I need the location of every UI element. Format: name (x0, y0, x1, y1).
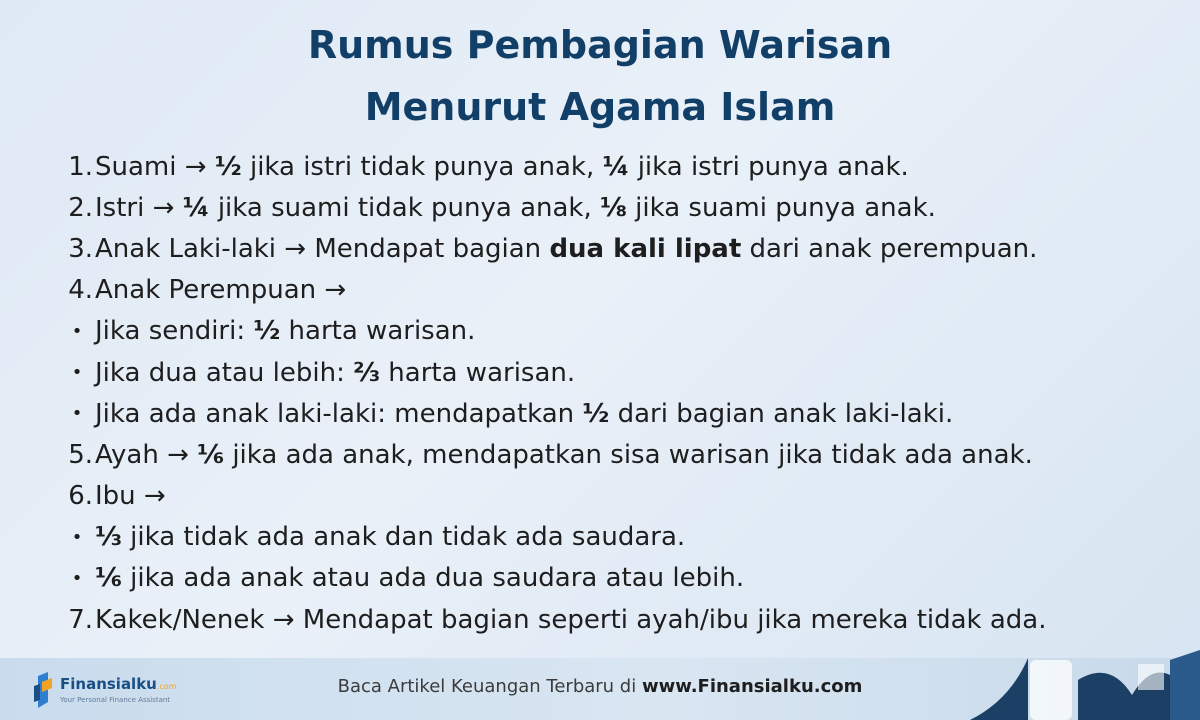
item-text-part: jika istri punya anak. (629, 151, 909, 182)
bullet-marker: • (71, 403, 83, 425)
item-text-part: Anak Laki-laki → Mendapat bagian (95, 233, 550, 264)
item-text-bold: dua kali lipat (549, 233, 742, 264)
item-text-bold: ⅛ (600, 192, 627, 223)
list-item (55, 270, 1175, 311)
list-item (55, 187, 1175, 228)
item-number: 2. (68, 192, 93, 223)
logo-suffix: .com (156, 681, 177, 691)
list-item (55, 599, 1175, 640)
list-item (55, 352, 1175, 393)
title-line-1: Rumus Pembagian Warisan (307, 23, 893, 67)
item-text-bold: ¼ (182, 192, 210, 223)
bullet-marker: • (71, 320, 83, 342)
item-text (93, 234, 1037, 264)
item-text-part: Ibu → (95, 481, 166, 512)
item-text-part: harta warisan. (380, 357, 576, 388)
list-item (55, 476, 1175, 517)
item-text-part: jika suami punya anak. (626, 192, 936, 223)
item-text-part: Suami → (95, 151, 215, 182)
item-number: 4. (68, 275, 93, 306)
logo-name: Finansialku (60, 674, 157, 693)
item-text-part: jika ada anak atau ada dua saudara atau lebih. (121, 563, 745, 594)
item-text-bold: ⅓ (95, 522, 122, 553)
item-text-part: Jika sendiri: (95, 316, 254, 347)
decorative-shapes (970, 640, 1200, 720)
list-item (55, 517, 1175, 558)
item-text-bold: ½ (214, 151, 242, 182)
item-text-part: jika suami tidak punya anak, (209, 192, 600, 223)
bullet-marker: • (71, 526, 83, 548)
item-text-bold: ½ (253, 316, 281, 347)
page-title (0, 14, 1200, 138)
finansialku-logo (32, 672, 177, 708)
item-text-bold: ⅙ (95, 563, 122, 594)
item-text-part: Ayah → (95, 439, 198, 470)
footer-link[interactable]: www.Finansialku.com (641, 676, 863, 697)
item-text (93, 605, 1047, 635)
logo-tagline: Your Personal Finance Assistant (60, 695, 171, 704)
item-number: 5. (68, 439, 93, 470)
list-item (55, 558, 1175, 599)
item-text (93, 316, 475, 346)
item-text-part: dari anak perempuan. (741, 233, 1038, 264)
item-text (93, 275, 346, 305)
bullet-marker: • (71, 362, 83, 384)
item-text-bold: ½ (582, 398, 610, 429)
item-number: 1. (68, 151, 93, 182)
list-item (55, 311, 1175, 352)
item-text-part: Jika ada anak laki-laki: mendapatkan (95, 398, 583, 429)
item-text (93, 440, 1033, 470)
item-text-part: Anak Perempuan → (95, 275, 347, 306)
inheritance-rules-list (55, 146, 1175, 640)
item-number: 3. (68, 233, 93, 264)
item-text (93, 399, 953, 429)
item-text-part: harta warisan. (280, 316, 476, 347)
item-text (93, 152, 909, 182)
item-text (93, 481, 166, 511)
logo-icon (32, 672, 54, 708)
item-text-part: Jika dua atau lebih: (95, 357, 354, 388)
item-text-part: jika tidak ada anak dan tidak ada saudara. (121, 522, 686, 553)
item-text-part: Kakek/Nenek → Mendapat bagian seperti ayah/ibu jika mereka tidak ada. (95, 604, 1047, 635)
list-item (55, 228, 1175, 269)
item-text-bold: ⅙ (197, 439, 225, 470)
title-line-2: Menurut Agama Islam (364, 85, 836, 129)
item-text-part: Istri → (95, 192, 183, 223)
bullet-marker: • (71, 567, 83, 589)
item-text-bold: ⅔ (353, 357, 381, 388)
item-text-part: jika istri tidak punya anak, (241, 151, 603, 182)
item-text-part: dari bagian anak laki-laki. (609, 398, 954, 429)
item-text (93, 358, 575, 388)
item-text-part: jika ada anak, mendapatkan sisa warisan jika tidak ada anak. (224, 439, 1033, 470)
footer-cta: Baca Artikel Keuangan Terbaru di (337, 676, 642, 697)
item-number: 7. (68, 604, 93, 635)
item-text (93, 522, 685, 552)
item-text (93, 563, 744, 593)
list-item (55, 393, 1175, 434)
list-item (55, 434, 1175, 475)
item-text-bold: ¼ (602, 151, 630, 182)
list-item (55, 146, 1175, 187)
item-text (93, 193, 936, 223)
item-number: 6. (68, 481, 93, 512)
